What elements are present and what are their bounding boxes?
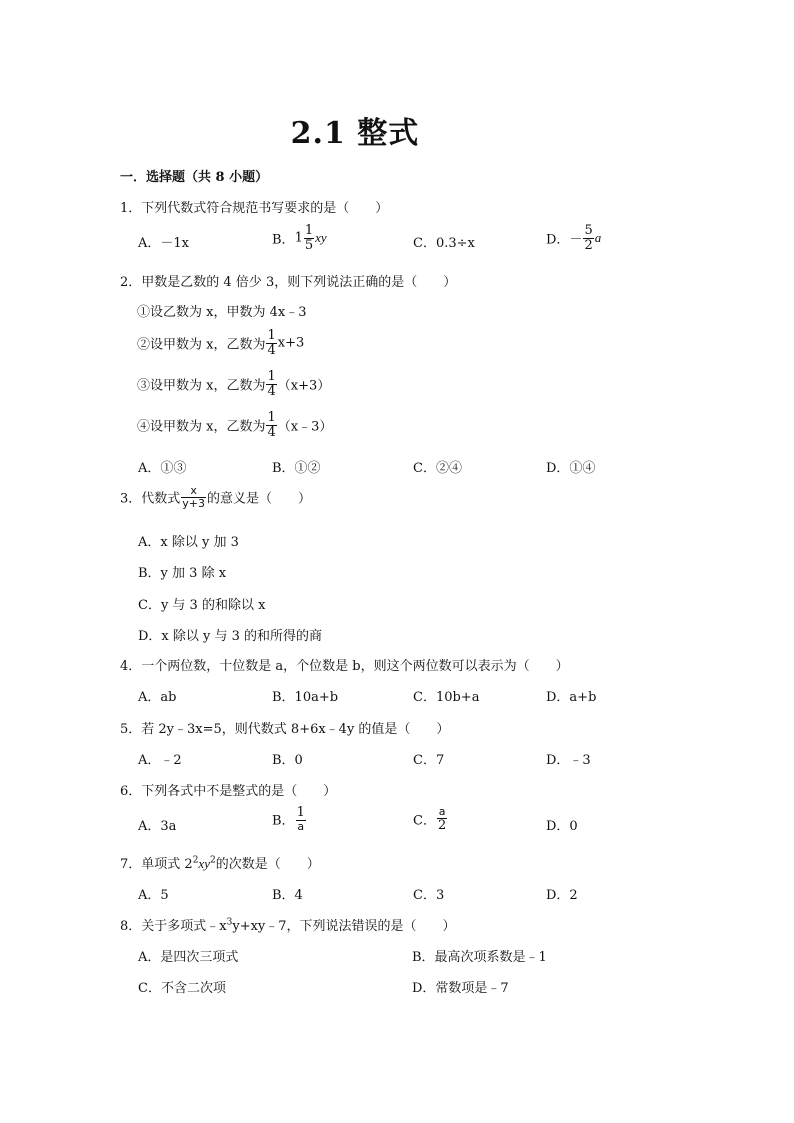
page-title: 2.1 整式 <box>290 116 420 151</box>
question-3-stem: 3．代数式 $\frac{x}{y+3}$ 的意义是（ ） <box>120 484 312 510</box>
question-3-option-a: A．x 除以 y 加 3 <box>138 535 239 550</box>
fraction: $\frac{1}{4}$ <box>267 410 276 440</box>
question-2-statement-4: ④设甲数为 x，乙数为 $\frac{1}{4}$ （x﹣3） <box>137 410 333 440</box>
question-3-option-b: B．y 加 3 除 x <box>138 566 227 581</box>
question-1-option-b: B．1 $\frac{1}{5}$ xy <box>272 223 327 253</box>
question-1-option-c: C．0.3÷x <box>413 236 475 251</box>
question-1-stem: 1．下列代数式符合规范书写要求的是（ ） <box>120 201 389 216</box>
question-5-option-b: B．0 <box>272 753 303 768</box>
question-7-stem: 7．单项式 $2^2xy^2$的次数是（ ） <box>120 855 320 872</box>
question-8-option-d: D．常数项是﹣7 <box>412 981 509 996</box>
question-7-option-d: D．2 <box>546 888 578 903</box>
question-6-option-c: C． $\frac{a}{2}$ <box>413 805 447 833</box>
fraction: $\frac{1}{a}$ <box>296 805 305 833</box>
question-3-option-d: D．x 除以 y 与 3 的和所得的商 <box>138 629 323 644</box>
question-8-option-c: C．不含二次项 <box>138 981 226 996</box>
question-6-stem: 6．下列各式中不是整式的是（ ） <box>120 784 337 799</box>
question-6-option-d: D．0 <box>546 819 578 834</box>
fraction: $\frac{5}{2}$ <box>584 223 593 253</box>
fraction: $\frac{x}{y+3}$ <box>182 484 206 510</box>
question-8-option-a: A．是四次三项式 <box>138 950 239 965</box>
question-5-stem: 5．若 2y﹣3x=5，则代数式 8+6x﹣4y 的值是（ ） <box>120 722 450 737</box>
question-2-stem: 2．甲数是乙数的 4 倍少 3，则下列说法正确的是（ ） <box>120 275 457 290</box>
option-a-expression: －1x <box>160 236 189 251</box>
question-1-option-a: A．－1x <box>138 236 189 251</box>
question-2-statement-3: ③设甲数为 x，乙数为 $\frac{1}{4}$ （x+3） <box>137 369 331 399</box>
question-1-option-d: D．－ $\frac{5}{2}$ a <box>546 223 602 253</box>
question-5-option-a: A．﹣2 <box>138 753 182 768</box>
question-5-option-c: C．7 <box>413 753 445 768</box>
question-4-option-b: B．10a+b <box>272 690 339 705</box>
question-4-option-d: D．a+b <box>546 690 597 705</box>
question-7-option-b: B．4 <box>272 888 303 903</box>
question-2-option-a: A．①③ <box>138 461 187 476</box>
question-2-option-d: D．①④ <box>546 461 596 476</box>
question-7-option-a: A．5 <box>138 888 169 903</box>
fraction: $\frac{1}{4}$ <box>267 369 276 399</box>
question-5-option-d: D．﹣3 <box>546 753 591 768</box>
question-6-option-b: B． $\frac{1}{a}$ <box>272 805 305 833</box>
section-heading: 一．选择题（共 8 小题） <box>120 170 269 185</box>
question-4-stem: 4．一个两位数，十位数是 a，个位数是 b，则这个两位数可以表示为（ ） <box>120 659 569 674</box>
question-6-option-a: A．3a <box>138 819 177 834</box>
question-8-stem: 8．关于多项式$﹣x^3y+xy﹣7$，下列说法错误的是（ ） <box>120 917 456 934</box>
fraction: $\frac{1}{4}$ <box>267 328 276 358</box>
question-2-statement-1: ①设乙数为 x，甲数为 4x﹣3 <box>137 305 307 320</box>
question-4-option-c: C．10b+a <box>413 690 480 705</box>
question-4-option-a: A．ab <box>138 690 177 705</box>
fraction: $\frac{a}{2}$ <box>437 805 447 833</box>
question-3-option-c: C．y 与 3 的和除以 x <box>138 598 266 613</box>
mixed-fraction: $\frac{1}{5}$ <box>304 223 314 253</box>
question-2-statement-2: ②设甲数为 x，乙数为 $\frac{1}{4}$ x+3 <box>137 328 305 358</box>
question-2-option-c: C．②④ <box>413 461 462 476</box>
question-7-option-c: C．3 <box>413 888 445 903</box>
question-8-option-b: B．最高次项系数是﹣1 <box>412 950 547 965</box>
question-2-option-b: B．①② <box>272 461 321 476</box>
